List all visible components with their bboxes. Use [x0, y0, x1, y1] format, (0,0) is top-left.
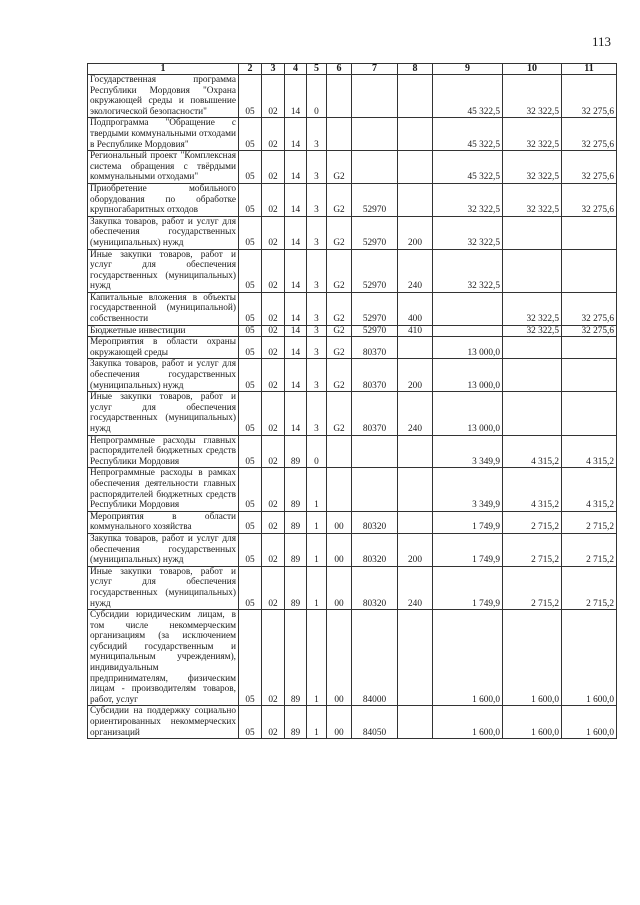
row-value-cell: [327, 118, 352, 151]
row-value-cell: 02: [262, 75, 285, 118]
row-name-cell: Подпрограмма "Обращение с твердыми коммунальными отходами в Республике Мордовия": [88, 118, 239, 151]
row-value-cell: G2: [327, 183, 352, 216]
row-value-cell: 32 275,6: [562, 325, 617, 337]
row-value-cell: [352, 468, 398, 511]
row-value-cell: 13 000,0: [433, 337, 503, 359]
row-value-cell: [327, 468, 352, 511]
row-value-cell: G2: [327, 359, 352, 392]
column-header: 2: [239, 64, 262, 75]
row-value-cell: 3: [307, 249, 327, 292]
row-value-cell: [562, 337, 617, 359]
row-value-cell: 05: [239, 610, 262, 706]
row-value-cell: 1 600,0: [433, 610, 503, 706]
row-value-cell: 14: [285, 183, 307, 216]
row-value-cell: 3 349,9: [433, 435, 503, 468]
row-value-cell: 89: [285, 706, 307, 739]
row-value-cell: 1: [307, 511, 327, 533]
row-name-cell: Государственная программа Республики Мордовия "Охрана окружающей среды и повышение экологической безопасности": [88, 75, 239, 118]
column-header: 3: [262, 64, 285, 75]
row-value-cell: 05: [239, 566, 262, 609]
row-value-cell: 52970: [352, 249, 398, 292]
row-value-cell: 00: [327, 610, 352, 706]
table-body: [88, 75, 617, 739]
row-value-cell: G2: [327, 337, 352, 359]
row-value-cell: 02: [262, 325, 285, 337]
row-name-cell: Иные закупки товаров, работ и услуг для обеспечения государственных (муниципальных) нужд: [88, 566, 239, 609]
row-value-cell: 80370: [352, 392, 398, 435]
row-value-cell: 80320: [352, 511, 398, 533]
table-row: [88, 610, 617, 706]
row-value-cell: 13 000,0: [433, 392, 503, 435]
row-value-cell: 02: [262, 392, 285, 435]
row-value-cell: [503, 337, 562, 359]
row-value-cell: 2 715,2: [562, 511, 617, 533]
row-value-cell: [562, 249, 617, 292]
column-header: 9: [433, 64, 503, 75]
row-value-cell: G2: [327, 392, 352, 435]
row-value-cell: 02: [262, 511, 285, 533]
row-value-cell: 1 749,9: [433, 533, 503, 566]
row-value-cell: 00: [327, 533, 352, 566]
row-value-cell: 2 715,2: [503, 566, 562, 609]
row-value-cell: [562, 359, 617, 392]
row-value-cell: 1 600,0: [503, 706, 562, 739]
row-value-cell: 240: [398, 249, 433, 292]
row-name-cell: Мероприятия в области коммунального хозяйства: [88, 511, 239, 533]
row-value-cell: 200: [398, 359, 433, 392]
row-value-cell: 32 322,5: [503, 292, 562, 325]
row-value-cell: 05: [239, 249, 262, 292]
row-value-cell: 1 600,0: [433, 706, 503, 739]
table-row: [88, 435, 617, 468]
row-value-cell: 32 322,5: [503, 75, 562, 118]
row-value-cell: 1 600,0: [562, 706, 617, 739]
row-value-cell: 3: [307, 292, 327, 325]
row-name-cell: Мероприятия в области охраны окружающей среды: [88, 337, 239, 359]
row-value-cell: 89: [285, 511, 307, 533]
row-value-cell: 3: [307, 359, 327, 392]
row-value-cell: 1: [307, 610, 327, 706]
row-value-cell: 14: [285, 325, 307, 337]
row-value-cell: 02: [262, 118, 285, 151]
row-value-cell: [398, 118, 433, 151]
table-row: [88, 216, 617, 249]
row-value-cell: 2 715,2: [503, 533, 562, 566]
row-value-cell: 89: [285, 468, 307, 511]
row-name-cell: Субсидии на поддержку социально ориентированных некоммерческих организаций: [88, 706, 239, 739]
row-value-cell: 02: [262, 533, 285, 566]
row-value-cell: [562, 392, 617, 435]
row-value-cell: 3: [307, 118, 327, 151]
row-value-cell: [327, 75, 352, 118]
row-value-cell: 4 315,2: [503, 468, 562, 511]
row-name-cell: Региональный проект "Комплексная система обращения с твёрдыми коммунальными отходами": [88, 151, 239, 184]
header-row: [88, 64, 617, 75]
table-row: [88, 392, 617, 435]
row-value-cell: 02: [262, 183, 285, 216]
row-value-cell: 32 322,5: [503, 118, 562, 151]
row-value-cell: 3 349,9: [433, 468, 503, 511]
row-name-cell: Закупка товаров, работ и услуг для обеспечения государственных (муниципальных) нужд: [88, 359, 239, 392]
row-value-cell: 84000: [352, 610, 398, 706]
row-value-cell: 32 275,6: [562, 183, 617, 216]
table-row: [88, 468, 617, 511]
row-value-cell: 14: [285, 392, 307, 435]
row-value-cell: [398, 468, 433, 511]
row-value-cell: 14: [285, 151, 307, 184]
row-value-cell: 05: [239, 325, 262, 337]
table-row: [88, 75, 617, 118]
row-value-cell: 14: [285, 292, 307, 325]
row-value-cell: 02: [262, 706, 285, 739]
column-header: 5: [307, 64, 327, 75]
column-header: 7: [352, 64, 398, 75]
row-value-cell: 80320: [352, 533, 398, 566]
table-row: [88, 183, 617, 216]
row-name-cell: Бюджетные инвестиции: [88, 325, 239, 337]
row-value-cell: 32 322,5: [503, 183, 562, 216]
row-value-cell: 05: [239, 468, 262, 511]
row-value-cell: G2: [327, 292, 352, 325]
row-value-cell: 200: [398, 533, 433, 566]
row-value-cell: 32 275,6: [562, 118, 617, 151]
row-value-cell: [352, 75, 398, 118]
row-value-cell: [503, 392, 562, 435]
column-header: 10: [503, 64, 562, 75]
table-row: [88, 151, 617, 184]
row-value-cell: [398, 511, 433, 533]
row-value-cell: 1 749,9: [433, 566, 503, 609]
row-value-cell: 80370: [352, 337, 398, 359]
row-value-cell: 3: [307, 337, 327, 359]
page-number: 113: [592, 34, 612, 49]
row-value-cell: [398, 183, 433, 216]
row-value-cell: 1: [307, 533, 327, 566]
row-value-cell: 1: [307, 566, 327, 609]
row-value-cell: 05: [239, 183, 262, 216]
row-value-cell: 14: [285, 359, 307, 392]
row-value-cell: 05: [239, 151, 262, 184]
row-value-cell: 80320: [352, 566, 398, 609]
column-header: 6: [327, 64, 352, 75]
row-value-cell: 45 322,5: [433, 151, 503, 184]
row-value-cell: 45 322,5: [433, 118, 503, 151]
row-value-cell: 80370: [352, 359, 398, 392]
row-value-cell: 00: [327, 511, 352, 533]
row-value-cell: 32 322,5: [433, 249, 503, 292]
row-value-cell: 2 715,2: [562, 566, 617, 609]
row-value-cell: G2: [327, 249, 352, 292]
row-value-cell: 1 749,9: [433, 511, 503, 533]
row-value-cell: [327, 435, 352, 468]
row-name-cell: Иные закупки товаров, работ и услуг для обеспечения государственных (муниципальных) нужд: [88, 249, 239, 292]
row-value-cell: 02: [262, 292, 285, 325]
row-value-cell: 05: [239, 392, 262, 435]
row-value-cell: 3: [307, 325, 327, 337]
table-row: [88, 706, 617, 739]
row-value-cell: 2 715,2: [562, 533, 617, 566]
row-value-cell: 05: [239, 216, 262, 249]
row-name-cell: Закупка товаров, работ и услуг для обеспечения государственных (муниципальных) нужд: [88, 216, 239, 249]
row-value-cell: [352, 118, 398, 151]
column-header: 4: [285, 64, 307, 75]
row-value-cell: 1 600,0: [503, 610, 562, 706]
row-name-cell: Непрограммные расходы в рамках обеспечения деятельности главных распорядителей бюджетных средств Республики Мордовия: [88, 468, 239, 511]
row-value-cell: 14: [285, 249, 307, 292]
row-value-cell: 32 322,5: [503, 151, 562, 184]
row-value-cell: G2: [327, 151, 352, 184]
row-value-cell: 02: [262, 435, 285, 468]
column-header: 11: [562, 64, 617, 75]
row-value-cell: 3: [307, 183, 327, 216]
row-value-cell: [398, 337, 433, 359]
table-row: [88, 533, 617, 566]
row-value-cell: 4 315,2: [562, 468, 617, 511]
row-value-cell: 05: [239, 118, 262, 151]
row-value-cell: 89: [285, 566, 307, 609]
row-value-cell: [503, 249, 562, 292]
row-value-cell: 05: [239, 337, 262, 359]
row-value-cell: 3: [307, 392, 327, 435]
row-value-cell: 4 315,2: [503, 435, 562, 468]
row-value-cell: [352, 151, 398, 184]
row-value-cell: 52970: [352, 325, 398, 337]
row-value-cell: 89: [285, 610, 307, 706]
row-value-cell: 02: [262, 249, 285, 292]
column-header: 1: [88, 64, 239, 75]
row-value-cell: [433, 325, 503, 337]
column-header: 8: [398, 64, 433, 75]
row-value-cell: 240: [398, 392, 433, 435]
row-value-cell: 2 715,2: [503, 511, 562, 533]
row-value-cell: 0: [307, 75, 327, 118]
row-value-cell: 52970: [352, 216, 398, 249]
row-value-cell: 05: [239, 533, 262, 566]
row-value-cell: 32 322,5: [433, 183, 503, 216]
table-row: [88, 566, 617, 609]
row-value-cell: 14: [285, 75, 307, 118]
row-value-cell: 1: [307, 468, 327, 511]
row-value-cell: 14: [285, 337, 307, 359]
row-value-cell: 32 275,6: [562, 75, 617, 118]
row-value-cell: 1 600,0: [562, 610, 617, 706]
row-value-cell: 05: [239, 359, 262, 392]
row-value-cell: [503, 359, 562, 392]
row-name-cell: Иные закупки товаров, работ и услуг для обеспечения государственных (муниципальных) нужд: [88, 392, 239, 435]
row-value-cell: 14: [285, 216, 307, 249]
table-row: [88, 325, 617, 337]
row-value-cell: 02: [262, 359, 285, 392]
table-row: [88, 249, 617, 292]
row-value-cell: 32 322,5: [433, 216, 503, 249]
row-value-cell: [398, 151, 433, 184]
row-value-cell: 0: [307, 435, 327, 468]
row-value-cell: [503, 216, 562, 249]
table-row: [88, 292, 617, 325]
row-value-cell: 3: [307, 151, 327, 184]
row-value-cell: 1: [307, 706, 327, 739]
row-value-cell: 05: [239, 292, 262, 325]
row-value-cell: 52970: [352, 292, 398, 325]
row-value-cell: 05: [239, 435, 262, 468]
table-row: [88, 511, 617, 533]
row-value-cell: 52970: [352, 183, 398, 216]
row-name-cell: Закупка товаров, работ и услуг для обеспечения государственных (муниципальных) нужд: [88, 533, 239, 566]
row-name-cell: Капитальные вложения в объекты государственной (муниципальной) собственности: [88, 292, 239, 325]
row-value-cell: 02: [262, 337, 285, 359]
row-value-cell: 02: [262, 151, 285, 184]
row-value-cell: 02: [262, 610, 285, 706]
table-row: [88, 118, 617, 151]
row-value-cell: 05: [239, 706, 262, 739]
row-value-cell: 32 275,6: [562, 292, 617, 325]
row-value-cell: 32 322,5: [503, 325, 562, 337]
table-row: [88, 337, 617, 359]
row-value-cell: 00: [327, 706, 352, 739]
row-value-cell: 3: [307, 216, 327, 249]
row-value-cell: G2: [327, 325, 352, 337]
row-value-cell: [398, 610, 433, 706]
row-value-cell: 05: [239, 511, 262, 533]
row-value-cell: 4 315,2: [562, 435, 617, 468]
row-value-cell: 02: [262, 468, 285, 511]
row-value-cell: 05: [239, 75, 262, 118]
row-value-cell: 00: [327, 566, 352, 609]
row-value-cell: 89: [285, 533, 307, 566]
row-value-cell: 240: [398, 566, 433, 609]
row-value-cell: G2: [327, 216, 352, 249]
row-value-cell: 32 275,6: [562, 151, 617, 184]
row-value-cell: 45 322,5: [433, 75, 503, 118]
row-value-cell: 200: [398, 216, 433, 249]
budget-table: [87, 63, 617, 739]
row-value-cell: [398, 435, 433, 468]
row-value-cell: 13 000,0: [433, 359, 503, 392]
row-value-cell: 410: [398, 325, 433, 337]
row-value-cell: 14: [285, 118, 307, 151]
row-name-cell: Непрограммные расходы главных распорядителей бюджетных средств Республики Мордовия: [88, 435, 239, 468]
table-row: [88, 359, 617, 392]
row-value-cell: 89: [285, 435, 307, 468]
row-value-cell: [433, 292, 503, 325]
row-value-cell: 400: [398, 292, 433, 325]
row-value-cell: 02: [262, 566, 285, 609]
row-value-cell: [562, 216, 617, 249]
row-name-cell: Субсидии юридическим лицам, в том числе некоммерческим организациям (за исключением субсидий государственным и муниципальным учреждениям), индивидуальным предпринимателям, физическим лицам - производителям товаров, работ, услуг: [88, 610, 239, 706]
row-name-cell: Приобретение мобильного оборудования по обработке крупногабаритных отходов: [88, 183, 239, 216]
row-value-cell: [352, 435, 398, 468]
row-value-cell: [398, 75, 433, 118]
row-value-cell: 84050: [352, 706, 398, 739]
row-value-cell: [398, 706, 433, 739]
row-value-cell: 02: [262, 216, 285, 249]
